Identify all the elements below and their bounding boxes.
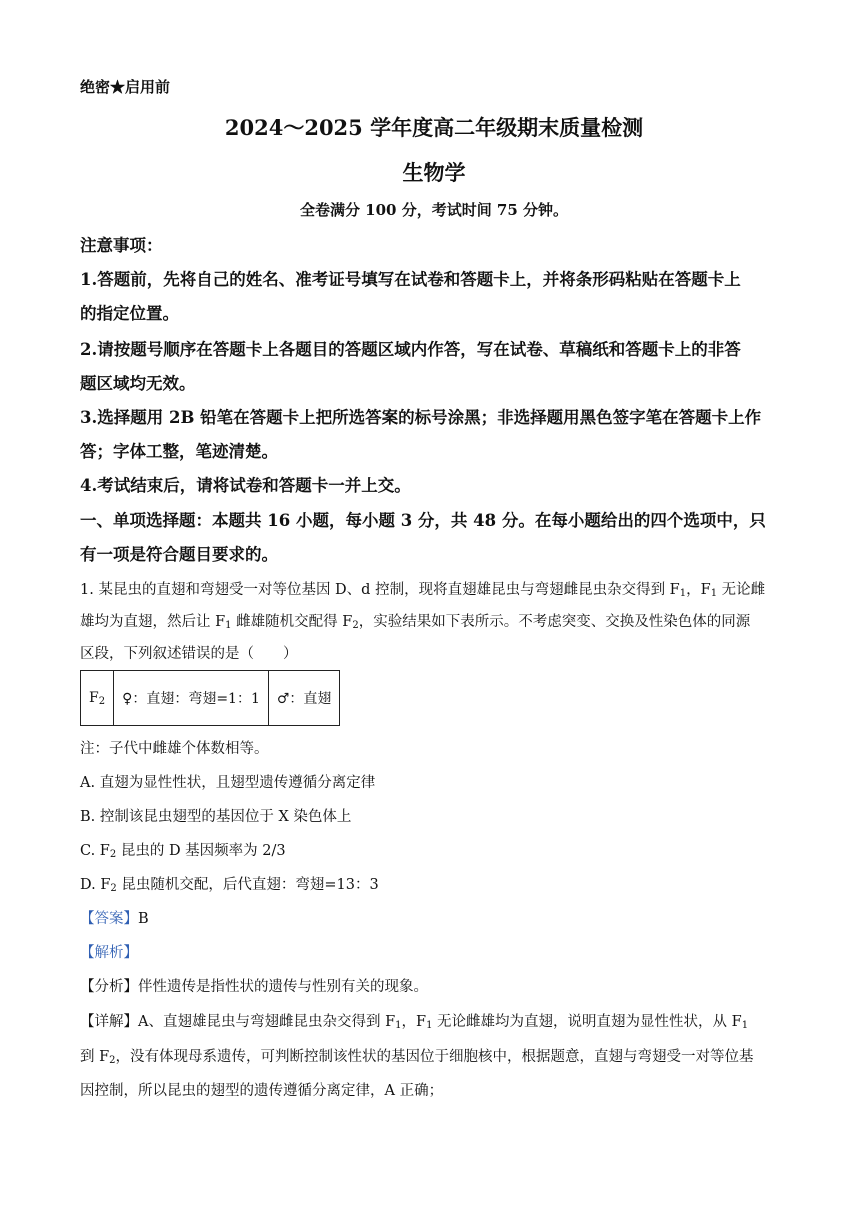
table-note: 注：子代中雌雄个体数相等。: [80, 741, 269, 757]
table-cell-female: ♀：直翅：弯翅=1：1: [114, 671, 269, 726]
analysis-label: 【解析】: [80, 945, 138, 961]
table-cell-male: ♂：直翅: [268, 671, 340, 726]
notice-heading: 注意事项：: [80, 236, 163, 255]
notice-line: 的指定位置。: [80, 304, 179, 323]
notice-line: 3.选择题用 2B 铅笔在答题卡上把所选答案的标号涂黑；非选择题用黑色签字笔在答题卡上作: [80, 408, 762, 427]
detail-line3: 因控制，所以昆虫的翅型的遗传遵循分离定律，A 正确；: [80, 1083, 444, 1099]
confidential-mark: 绝密★启用前: [80, 78, 171, 96]
option-b: B. 控制该昆虫翅型的基因位于 X 染色体上: [80, 809, 352, 825]
option-a: A. 直翅为显性性状，且翅型遗传遵循分离定律: [80, 775, 376, 791]
section-heading: 一、单项选择题：本题共 16 小题，每小题 3 分，共 48 分。在每小题给出的四个选项中，只: [80, 511, 766, 530]
notice-line: 答；字体工整，笔迹清楚。: [80, 442, 278, 461]
subject-title: 生物学: [402, 160, 466, 185]
detail-line1: 【详解】A、直翅雄昆虫与弯翅雌昆虫杂交得到 $F_1$，$F_1$ 无论雌雄均为直翅，说明直翅为显性性状，从 $F_1$: [80, 1014, 749, 1031]
notice-line: 1.答题前，先将自己的姓名、准考证号填写在试卷和答题卡上，并将条形码粘贴在答题卡上: [80, 270, 741, 289]
answer-line: [80, 907, 149, 928]
answer-label: 【答案】: [80, 911, 138, 927]
analysis-summary: 【分析】伴性遗传是指性状的遗传与性别有关的现象。: [80, 979, 428, 995]
notice-line: 4.考试结束后，请将试卷和答题卡一并上交。: [80, 476, 411, 495]
table-row: [81, 671, 340, 726]
option-c: C. $F_2$ 昆虫的 D 基因频率为 2/3: [80, 843, 286, 860]
question-stem-line2: 雄均为直翅，然后让 $F_1$ 雌雄随机交配得 $F_2$，实验结果如下表所示。不考虑突变、交换及性染色体的同源: [80, 614, 751, 631]
notice-line: 题区域均无效。: [80, 374, 196, 393]
exam-title: 2024～2025 学年度高二年级期末质量检测: [224, 115, 644, 140]
option-d: D. $F_2$ 昆虫随机交配，后代直翅：弯翅=13：3: [80, 877, 379, 894]
answer-value: B: [138, 911, 149, 927]
notice-line: 2.请按题号顺序在答题卡上各题目的答题区域内作答，写在试卷、草稿纸和答题卡上的非答: [80, 340, 741, 359]
score-info: 全卷满分 100 分，考试时间 75 分钟。: [299, 201, 569, 219]
question-stem-line3: 区段，下列叙述错误的是（ ）: [80, 646, 298, 662]
result-table: [80, 670, 340, 726]
question-stem-line1: 1. 某昆虫的直翅和弯翅受一对等位基因 D、d 控制，现将直翅雄昆虫与弯翅雌昆虫杂交得到 $F_1$，$F_1$ 无论雌: [80, 582, 766, 599]
detail-line2: 到 $F_2$，没有体现母系遗传，可判断控制该性状的基因位于细胞核中，根据题意，直翅与弯翅受一对等位基: [80, 1049, 754, 1066]
table-cell-generation: $F_2$: [81, 671, 114, 726]
section-heading-cont: 有一项是符合题目要求的。: [80, 545, 278, 564]
